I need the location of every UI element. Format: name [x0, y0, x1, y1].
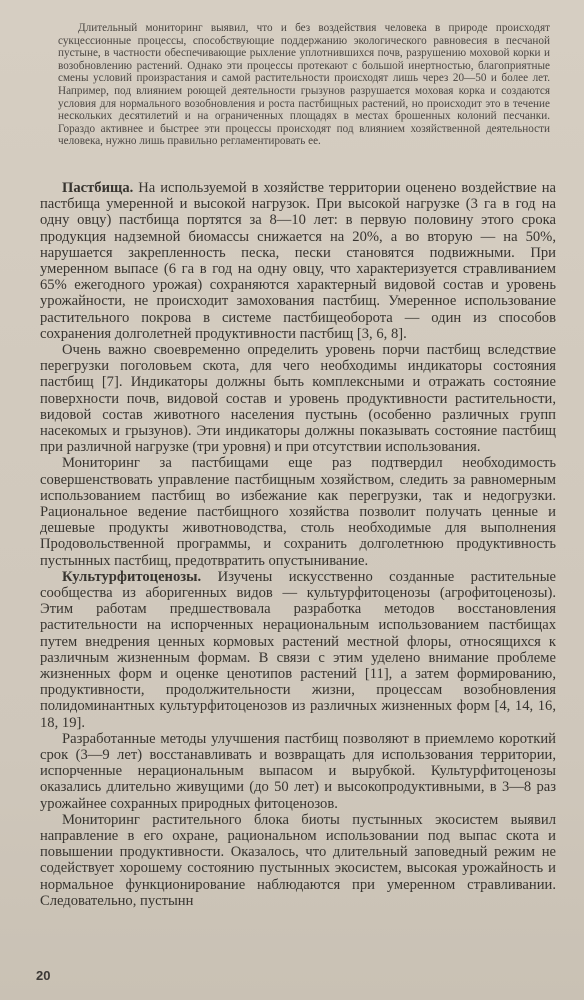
paragraph-text: Разработанные методы улучшения пастбищ позволяют в приемлемо короткий срок (3—9 лет) восстанавливать и возвращать для использования территории, испорченные нерациональным выпасом и вырубкой. Культурфитоценозы оказались длительно живущими (до 50 лет) и высокопродуктивными, в 3—8 раз урожайнее сохранных природных фитоценозов.: [40, 730, 556, 812]
paragraph-pastures: [40, 180, 556, 342]
paragraph-text: Очень важно своевременно определить уровень порчи пастбищ вследствие перегрузки поголовьем скота, для чего необходимы индикаторы состояния пастбищ [7]. Индикаторы должны быть комплексными и отражать состояние поверхности почв, видовой состав и уровень продуктивности растительности, видовой состав животного населения пустынь (особенно различных групп насекомых и грызунов). Эти индикаторы должны показывать состояние пастбищ при различной нагрузке (три уровня) и при отсутствии использования.: [40, 341, 556, 456]
heading-pastures: Пастбища.: [62, 179, 134, 196]
paragraph-monitoring: [40, 455, 556, 568]
paragraph-text: На используемой в хозяйстве территории оценено воздействие на пастбища умеренной и высокой нагрузок. При высокой нагрузке (3 га в год на одну овцу) пастбища портятся за 8—10 лет: в первую половину этого срока продукция надземной биомассы снижается на 20%, а во вторую — на 50%, нарушается закрепленность песка, пески становятся подвижными. При умеренном выпасе (6 га в год на одну овцу, что характеризуется стравливанием 65% ежегодного урожая) сохраняются характерный видовой состав и уровень урожайности, не происходит замохования пастбищ. Умеренное использование растительного покрова в системе пастбищеоборота — один из способов сохранения долголетней продуктивности пастбищ [3, 6, 8].: [40, 179, 556, 342]
paragraph-text: Изучены искусственно созданные растительные сообщества из аборигенных видов — культурфитоценозы (агрофитоценозы). Этим работам предшествовала разработка методов восстановления растительности на испорченных нерациональным использованием пастбищах путем внедрения ценных кормовых растений местной флоры, относящихся к различным жизненным формам. В связи с этим уделено внимание проблеме жизненных форм и оценке ценотипов растений [11], а затем формированию, продуктивности, продолжительности жизни, процессам возобновления полидоминантных культурфитоценозов из различных жизненных форм [4, 14, 16, 18, 19].: [40, 568, 556, 731]
paragraph-improvement-methods: [40, 731, 556, 812]
page-number: 20: [36, 968, 51, 983]
heading-cultural-phytocenoses: Культурфитоценозы.: [62, 568, 202, 585]
paragraph-text: Мониторинг растительного блока биоты пустынных экосистем выявил направление в его охране, рациональном использовании под выпас скота и повышении продуктивности. Оказалось, что длительный заповедный режим не содействует хорошему состоянию пустынных экосистем, высокая урожайность и нормальное функционирование наблюдаются при умеренном стравливании. Следовательно, пустынн: [40, 811, 556, 909]
paragraph-text: Мониторинг за пастбищами еще раз подтвердил необходимость совершенствовать управление пастбищным хозяйством, следить за равномерным использованием пастбищ во избежание как перегрузки, так и недогрузки. Рациональное ведение пастбищного хозяйства позволит получать ценные и дешевые продукты животноводства, столь необходимые для выполнения Продовольственной программы, и сохранить долголетнюю продуктивность пустынных пастбищ, предотвратить опустынивание.: [40, 455, 556, 569]
intro-small-text: [58, 22, 556, 148]
main-text: [40, 180, 556, 909]
paragraph-cultural-phytocenoses: [40, 569, 556, 731]
paragraph-biota-monitoring: [40, 812, 556, 909]
intro-small-body: Длительный мониторинг выявил, что и без воздействия человека в природе происходят сукцессионные процессы, способствующие поддержанию экологического равновесия в песчаной пустыне, в частности обеспечивающие рыхление уплотнившихся почв, разрушению моховой корки и возобновлению растений. Однако эти процессы протекают с большой инертностью, благоприятные смены условий произрастания и самой растительности происходят лишь через 20—50 и более лет. Например, под влиянием роющей деятельности грызунов разрушается моховая корка и создаются условия для нормального возобновления и роста пастбищных растений, но происходит это в течение нескольких десятилетий и на ограниченных площадях в местах брошенных колоний песчанки. Гораздо активнее и быстрее эти процессы происходят под влиянием хозяйственной деятельности человека, нужно лишь правильно регламентировать ее.: [58, 22, 550, 148]
paragraph-indicators: [40, 342, 556, 455]
